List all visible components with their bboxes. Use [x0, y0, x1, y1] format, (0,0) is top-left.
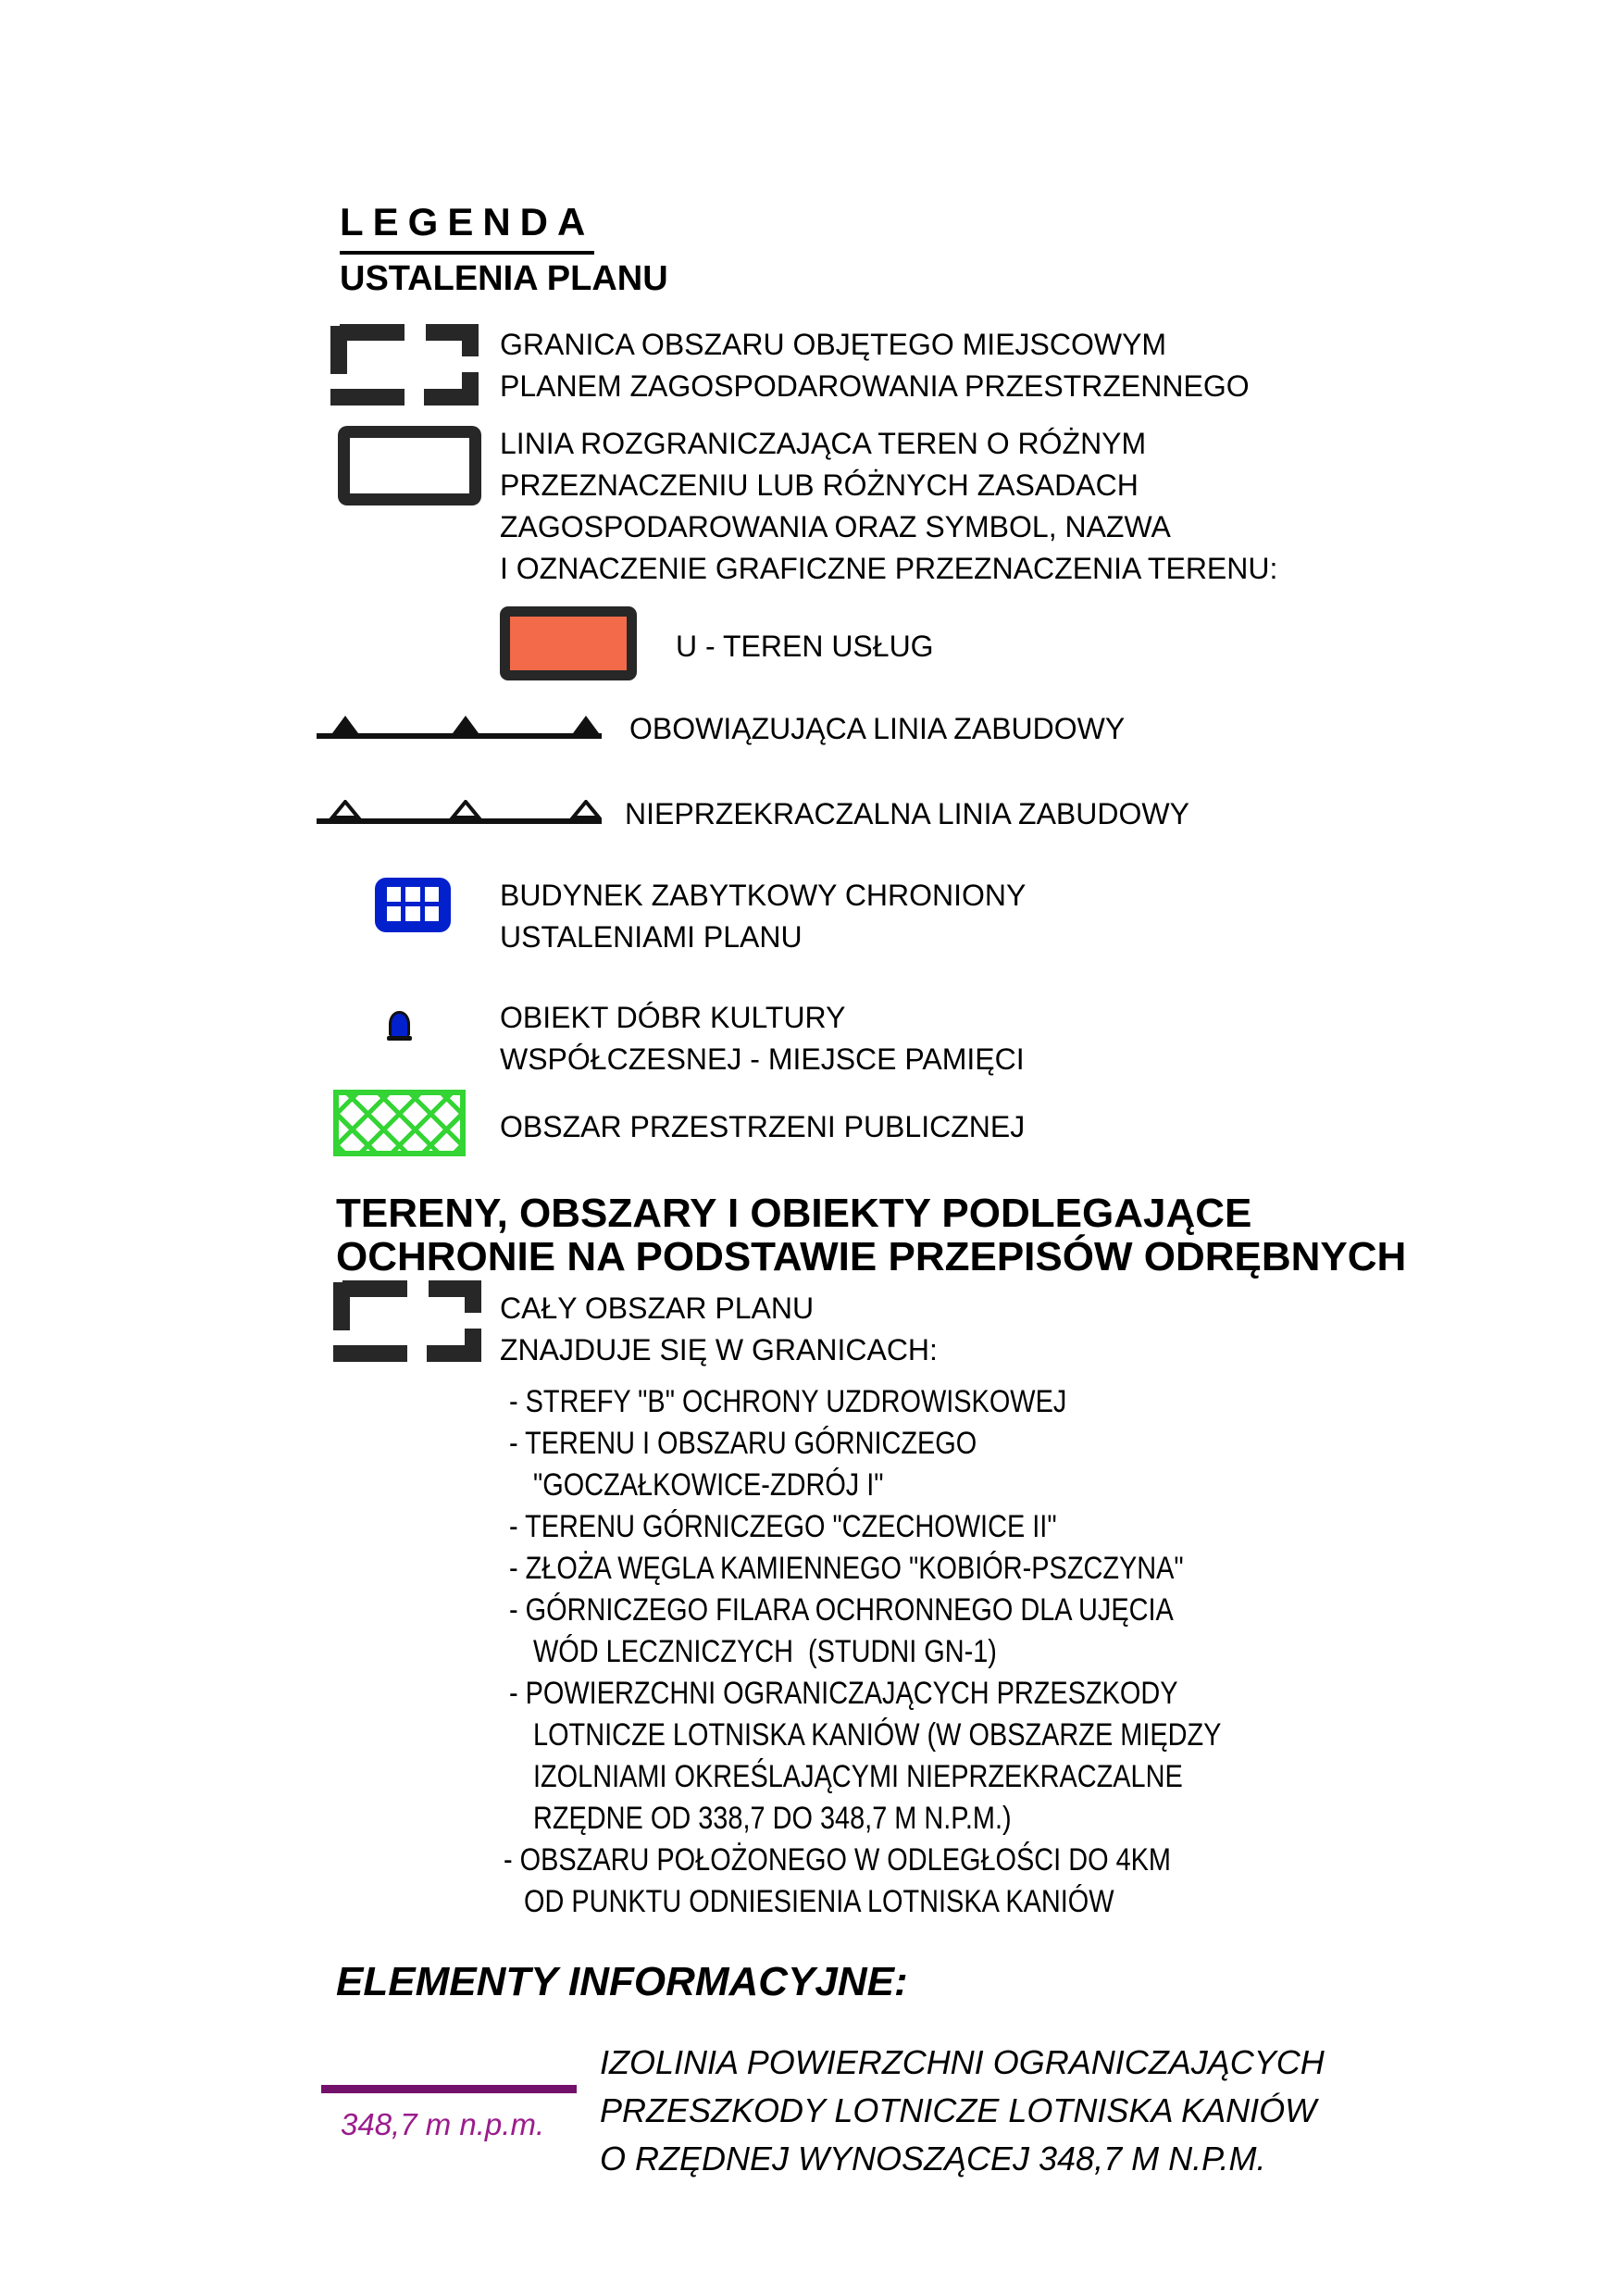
isoline-elevation-label: 348,7 m n.p.m. [341, 2107, 545, 2141]
item-dividing-line-label: ZAGOSPODAROWANIA ORAZ SYMBOL, NAZWA [500, 510, 1171, 543]
item-mandatory-line-label: OBOWIĄZUJĄCA LINIA ZABUDOWY [629, 712, 1126, 745]
item-plan-boundary-label: GRANICA OBSZARU OBJĘTEGO MIEJSCOWYM [500, 328, 1167, 361]
open-triangle-icon [453, 802, 479, 817]
protected-list-item: - TERENU I OBSZARU GÓRNICZEGO [509, 1426, 977, 1461]
protected-list-item: LOTNICZE LOTNISKA KANIÓW (W OBSZARZE MIĘDZY [533, 1717, 1222, 1753]
protected-list-item: OD PUNKTU ODNIESIENIA LOTNISKA KANIÓW [524, 1884, 1114, 1919]
section-heading-protected: TERENY, OBSZARY I OBIEKTY PODLEGAJĄCE [336, 1191, 1252, 1236]
item-dividing-line-label: PRZEZNACZENIU LUB RÓŻNYCH ZASADACH [500, 468, 1139, 502]
protected-intro: CAŁY OBSZAR PLANU [500, 1292, 815, 1325]
isoline-description: PRZESZKODY LOTNICZE LOTNISKA KANIÓW [600, 2091, 1317, 2129]
service-area-symbol [500, 606, 637, 680]
plan-boundary-symbol [333, 1280, 481, 1362]
section-heading-protected: OCHRONIE NA PODSTAWIE PRZEPISÓW ODRĘBNYCH [336, 1234, 1407, 1279]
memorial-icon [389, 1011, 410, 1036]
item-public-space-label: OBSZAR PRZESTRZENI PUBLICZNEJ [500, 1110, 1026, 1143]
historic-building-icon [375, 878, 451, 932]
isoline-description: IZOLINIA POWIERZCHNI OGRANICZAJĄCYCH [600, 2043, 1325, 2081]
protected-list-item: IZOLNIAMI OKREŚLAJĄCYMI NIEPRZEKRACZALNE [533, 1759, 1183, 1794]
item-dividing-line-label: I OZNACZENIE GRAFICZNE PRZEZNACZENIA TERENU: [500, 552, 1278, 585]
protected-list-item: "GOCZAŁKOWICE-ZDRÓJ I" [533, 1467, 884, 1503]
item-dividing-line-label: LINIA ROZGRANICZAJĄCA TEREN O RÓŻNYM [500, 427, 1147, 460]
item-historic-building-label: BUDYNEK ZABYTKOWY CHRONIONY [500, 879, 1027, 912]
public-space-symbol [333, 1090, 466, 1156]
isoline-description: O RZĘDNEJ WYNOSZĄCEJ 348,7 M N.P.M. [600, 2140, 1266, 2177]
mandatory-building-line-symbol [317, 715, 602, 739]
dividing-line-symbol [338, 426, 481, 505]
item-plan-boundary-label: PLANEM ZAGOSPODAROWANIA PRZESTRZENNEGO [500, 369, 1250, 403]
protected-list-item: - GÓRNICZEGO FILARA OCHRONNEGO DLA UJĘCIA [509, 1592, 1174, 1628]
open-triangle-icon [332, 802, 358, 817]
item-historic-building-label: USTALENIAMI PLANU [500, 920, 803, 954]
item-memorial-label: WSPÓŁCZESNEJ - MIEJSCE PAMIĘCI [500, 1042, 1025, 1076]
plan-boundary-symbol [330, 324, 479, 406]
legend-title: LEGENDA [340, 200, 594, 255]
protected-list-item: WÓD LECZNICZYCH (STUDNI GN-1) [533, 1634, 997, 1669]
item-setback-line-label: NIEPRZEKRACZALNA LINIA ZABUDOWY [625, 797, 1189, 830]
isoline-symbol [321, 2085, 577, 2093]
protected-list-item: - ZŁOŻA WĘGLA KAMIENNEGO "KOBIÓR-PSZCZYNA" [509, 1551, 1184, 1586]
setback-building-line-symbol [317, 800, 602, 824]
filled-triangle-icon [573, 716, 599, 733]
protected-list-item: - OBSZARU POŁOŻONEGO W ODLEGŁOŚCI DO 4KM [504, 1842, 1172, 1878]
filled-triangle-icon [332, 716, 358, 733]
item-memorial-label: OBIEKT DÓBR KULTURY [500, 1001, 846, 1034]
item-service-area-label: U - TEREN USŁUG [676, 630, 934, 663]
protected-intro: ZNAJDUJE SIĘ W GRANICACH: [500, 1333, 938, 1366]
protected-list-item: - STREFY "B" OCHRONY UZDROWISKOWEJ [509, 1384, 1067, 1419]
section-heading-info: ELEMENTY INFORMACYJNE: [336, 1959, 908, 2004]
protected-list-item: RZĘDNE OD 338,7 DO 348,7 M N.P.M.) [533, 1801, 1012, 1836]
protected-list-item: - TERENU GÓRNICZEGO "CZECHOWICE II" [509, 1509, 1057, 1544]
protected-list-item: - POWIERZCHNI OGRANICZAJĄCYCH PRZESZKODY [509, 1676, 1178, 1711]
filled-triangle-icon [453, 716, 479, 733]
open-triangle-icon [573, 802, 599, 817]
section-heading-plan-settings: USTALENIA PLANU [340, 259, 668, 298]
